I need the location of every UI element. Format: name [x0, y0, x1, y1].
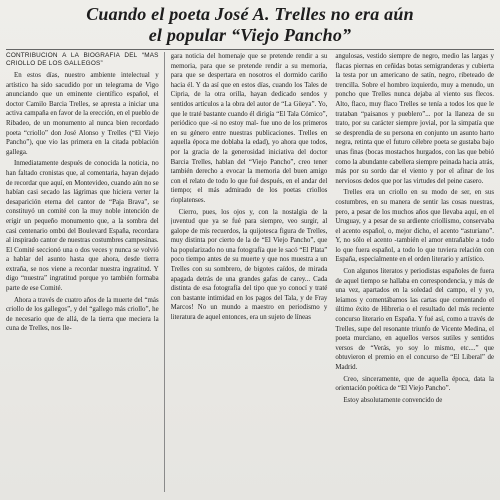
paragraph: gara noticia del homenaje que se pretende rendir a su memoria, para que se pretende rendir a su memoria, para que se despertara en nosotros el dormido cariño hacia él. Y da así que en estos días, cuando los Tales de Cipria, de la otra orilla, hayan dedicado sendos y sentidos artículos a la obra del autor de “La Güeya”. Yo, que le traté bastante cuando él dirigía “El Tala Cómico”, periódico que -si no estoy mal- fue uno de los primeros en su género entre nuestras publicaciones. Trelles en aquella época me doblaba la edad), yo ahora que todos, por la gracia de la generosidad iniciativa del doctor Barcia Trelles, hablan del “Viejo Pancho”, creo tener también derecho a evocar la memoria del buen amigo con el relato de todo lo que fué después, en el andar del tiempo; el más admirado de los poetas criollos rioplatenses. [170, 53, 328, 204]
headline-rule [6, 49, 494, 50]
headline-line-2: el popular “Viejo Pancho” [148, 25, 352, 45]
column-1 [6, 52, 165, 492]
paragraph: En estos días, nuestro ambiente intelectual y artístico ha sido sacudido por un telegrama de Vigo anunciando que un eminente científico español, el doctor Camilo Barcia Trelles, se apresta a iniciar una activa campaña en favor de la erección, en el pueblo de Ribadeo, de un monumento al nunca bien recordado poeta “criollo” don José Alonso y Trelles (“El Viejo Pancho”), que vio las primera en la citada población gallega. [6, 72, 159, 156]
article-headline [6, 4, 494, 46]
paragraph: Trelles era un criollo en su modo de ser, en sus costumbres, en su manera de sentir las cosas nuestras, pero, a pesar de los muchos años que llevaba aquí, en el Uruguay, y a pesar de su ardiente criollismo, conservaba el acento español, o, mejor dicho, el acento “asturiano”. Y, no sólo el acento -también el amor entrañable a todo lo que fuera español, a todo lo que tuviera relación con España, especialmente en el orden literario y artístico. [335, 189, 494, 264]
paragraph: Ahora a través de cuatro años de la muerte del “más criollo de los gallegos”, y del “gallego más criollo”, he de necesario que de allá, de la tierra que meciera la cuna de Trelles, nos lle- [6, 296, 159, 333]
column-2 [171, 52, 330, 492]
paragraph: Creo, sinceramente, que de aquella época, data la orientación poética de “El Viejo Pancho”. [335, 375, 494, 393]
headline-line-1: Cuando el poeta José A. Trelles no era aún [86, 4, 414, 24]
paragraph: angulosas, vestido siempre de negro, medio las largas y flacas piernas en ceñidas botas semigranderas y cubierta la testa por un americano de satín, negro, ribeteado de trencilla. Sobre el hombro izquierdo, muy a menudo, un poncho que Trelles nunca dejaba al viento sus flecos. Alto, flaco, muy flaco Trelles se tenía a todos los que le trataban “paisanos y pueblero”... por la llaneza de su trato, por su carácter siempre jovial, por la simpatía que se desprendía de su persona en conjunto un asunto harto negra, retinta que el futuro célebre poeta se gustaba bajo unas finas (bocas mostachos hurgados, con las que bebió como la abundante cabellera siempre peinada hacia atrás, más por su sordo dar el viento y por el afinar de los nerviosos dedos que por las virtudes del peine casero. [335, 53, 494, 185]
column-3 [335, 52, 494, 492]
paragraph: Cierro, pues, los ojos y, con la nostalgia de la juventud que ya se fué para siempre, veo surgir, al galope de mis recuerdos, la quijotesca figura de Trelles, muy distinta por cierto de la de “El Viejo Pancho”, que ha popularizado no una fotografía que le sacó “El Plata” poco tiempo antes de su muerte y que nos muestra a un Trelles con su sombrero, de bigotes caídos, de mirada apagada detrás de una grandes gafas de carey... Cada distinta de esa fotografía del tipo que yo conocí y traté con bastante intimidad en los pagos del Tala, y de Fray Marcos! No un mundo a maestro en periodismo y literatura de aquel entonces, era un sujeto de líneas [170, 208, 328, 322]
paragraph: Inmediatamente después de conocida la noticia, no han faltado cronistas que, al comentaria, hayan dejado de recordar que aquí, en Montevideo, cuando aún no se habían casi secado las lágrimas que hiciera verter la desaparición eterna del cantor de “Paja Brava”, se constituyó un comité con la muy noble intención de erigir un pequeño monumento que, a la sombra del casi centenario ombú del Boulevard España, recordara al inspirado cantor de nuestras costumbres campesinas. El Comité seccionó una o dos veces y nunca se volvió a hablar del asunto hasta que ahora, desde tierra extraña, se nos viene a recordar nuestra ingratitud. Y digo “nuestra” ingratitud porque yo también formaba parte de ese Comité. [6, 160, 159, 293]
article-subhead: CONTRIBUCION A LA BIOGRAFIA DEL “MAS CRIOLLO DE LOS GALLEGOS” [6, 52, 159, 67]
paragraph: Con algunos literatos y periodistas españoles de fuera de aquel tiempo se hallaba en correspondencia, y más de una vez, apartados en la soledad del campo, el y yo, leíamos y comentábamos las cartas que comentando el último éxito de Hibreria o el resultado del más reciente concurso literario en España. Y fué así, como a través de Trelles, supe del resonante triunfo de Vicente Medina, el poeta murciano, en aquellos versos sutiles y sentidos versos de “Verás, yo soy lo mismo, etc....” que obtuvieron el premio en el concurso de “El Liberal” de Madrid. [335, 268, 494, 371]
article-body [6, 52, 494, 492]
paragraph: Estoy absolutamente convencido de [343, 396, 443, 404]
